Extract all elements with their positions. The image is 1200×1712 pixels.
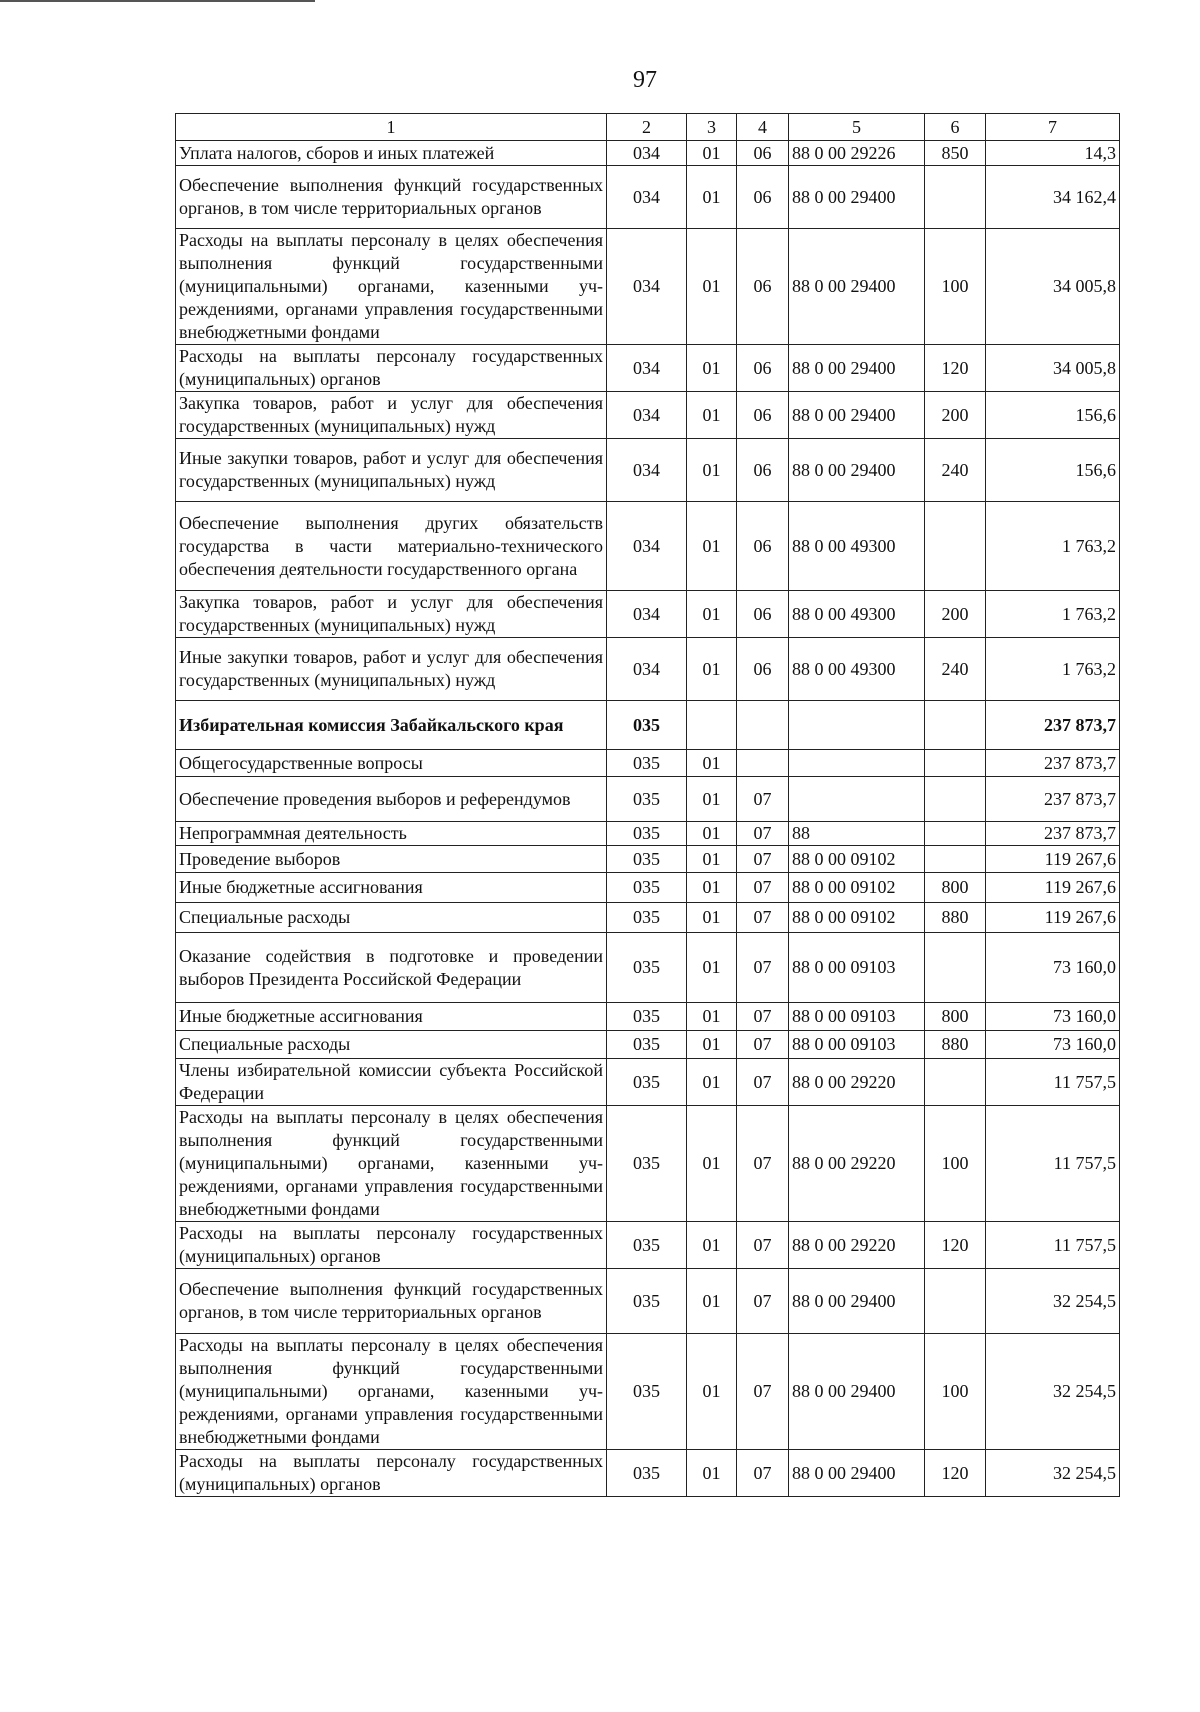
row-expense-type-code: 850 xyxy=(925,141,986,166)
row-description: Обеспечение выполнения других обязательств государства в части материально-технического обеспечения деятельности государственного органа xyxy=(176,502,607,591)
table-row xyxy=(176,166,1120,229)
row-section-code: 01 xyxy=(687,1334,737,1450)
header-cell-3: 3 xyxy=(687,114,737,141)
page-number: 97 xyxy=(633,67,657,93)
row-amount: 156,6 xyxy=(986,439,1120,502)
row-expense-type-code: 100 xyxy=(925,1106,986,1222)
row-expense-type-code xyxy=(925,777,986,822)
row-section-code: 01 xyxy=(687,345,737,392)
row-target-article-code: 88 0 00 29400 xyxy=(789,392,925,439)
row-section-code: 01 xyxy=(687,1269,737,1334)
row-expense-type-code: 800 xyxy=(925,873,986,903)
row-subsection-code: 07 xyxy=(737,903,789,933)
row-chapter-code: 035 xyxy=(607,750,687,777)
row-section-code: 01 xyxy=(687,166,737,229)
row-chapter-code: 035 xyxy=(607,873,687,903)
row-expense-type-code: 240 xyxy=(925,439,986,502)
row-section-code: 01 xyxy=(687,777,737,822)
row-section-code: 01 xyxy=(687,1059,737,1106)
row-description: Иные бюджетные ассигнования xyxy=(176,873,607,903)
row-section-code: 01 xyxy=(687,1222,737,1269)
row-target-article-code: 88 0 00 29400 xyxy=(789,1450,925,1497)
row-description: Оказание содействия в подготовке и проведении выборов Президента Российской Федерации xyxy=(176,933,607,1003)
row-chapter-code: 035 xyxy=(607,1222,687,1269)
table-header-row xyxy=(176,114,1120,141)
row-subsection-code: 07 xyxy=(737,1222,789,1269)
row-description: Специальные расходы xyxy=(176,903,607,933)
row-target-article-code: 88 0 00 29220 xyxy=(789,1059,925,1106)
row-amount: 34 162,4 xyxy=(986,166,1120,229)
row-target-article-code: 88 0 00 09103 xyxy=(789,1031,925,1059)
row-section-code: 01 xyxy=(687,1031,737,1059)
row-section-code: 01 xyxy=(687,903,737,933)
table-row xyxy=(176,591,1120,638)
row-target-article-code: 88 0 00 29220 xyxy=(789,1106,925,1222)
row-amount: 73 160,0 xyxy=(986,933,1120,1003)
row-expense-type-code: 880 xyxy=(925,1031,986,1059)
row-target-article-code: 88 0 00 29400 xyxy=(789,345,925,392)
row-section-code: 01 xyxy=(687,439,737,502)
row-description: Члены избирательной комиссии субъекта Российской Федерации xyxy=(176,1059,607,1106)
row-amount: 1 763,2 xyxy=(986,591,1120,638)
table-row xyxy=(176,1269,1120,1334)
row-expense-type-code: 800 xyxy=(925,1003,986,1031)
row-description: Расходы на выплаты персоналу в целях обеспечения выполнения функций государственными (муниципальными) органами, казенными учреждениями, органами управления государственными внебюджетными фондами xyxy=(176,1334,607,1450)
row-target-article-code: 88 0 00 09102 xyxy=(789,903,925,933)
row-subsection-code: 07 xyxy=(737,822,789,846)
row-amount: 119 267,6 xyxy=(986,903,1120,933)
row-description: Проведение выборов xyxy=(176,846,607,873)
table-row xyxy=(176,1059,1120,1106)
row-amount: 237 873,7 xyxy=(986,822,1120,846)
row-subsection-code: 06 xyxy=(737,591,789,638)
row-amount: 156,6 xyxy=(986,392,1120,439)
row-amount: 119 267,6 xyxy=(986,873,1120,903)
row-description: Расходы на выплаты персоналу государственных (муниципальных) органов xyxy=(176,345,607,392)
row-description: Уплата налогов, сборов и иных платежей xyxy=(176,141,607,166)
header-cell-6: 6 xyxy=(925,114,986,141)
row-amount: 1 763,2 xyxy=(986,638,1120,701)
row-amount: 119 267,6 xyxy=(986,846,1120,873)
header-cell-7: 7 xyxy=(986,114,1120,141)
row-subsection-code: 06 xyxy=(737,345,789,392)
row-target-article-code: 88 xyxy=(789,822,925,846)
row-subsection-code: 07 xyxy=(737,1003,789,1031)
table-row xyxy=(176,392,1120,439)
row-description: Иные закупки товаров, работ и услуг для обеспечения государственных (муниципальных) нужд xyxy=(176,439,607,502)
row-description: Специальные расходы xyxy=(176,1031,607,1059)
table-row xyxy=(176,229,1120,345)
row-target-article-code: 88 0 00 49300 xyxy=(789,638,925,701)
row-amount: 32 254,5 xyxy=(986,1269,1120,1334)
row-amount: 11 757,5 xyxy=(986,1059,1120,1106)
table-row xyxy=(176,903,1120,933)
row-target-article-code: 88 0 00 29220 xyxy=(789,1222,925,1269)
row-description: Закупка товаров, работ и услуг для обеспечения государственных (муниципальных) нужд xyxy=(176,392,607,439)
row-expense-type-code: 200 xyxy=(925,591,986,638)
header-cell-4: 4 xyxy=(737,114,789,141)
row-amount: 237 873,7 xyxy=(986,701,1120,750)
row-amount: 32 254,5 xyxy=(986,1334,1120,1450)
row-section-code: 01 xyxy=(687,750,737,777)
row-amount: 34 005,8 xyxy=(986,229,1120,345)
table-row xyxy=(176,1334,1120,1450)
row-chapter-code: 035 xyxy=(607,846,687,873)
row-description: Закупка товаров, работ и услуг для обеспечения государственных (муниципальных) нужд xyxy=(176,591,607,638)
row-expense-type-code: 120 xyxy=(925,345,986,392)
row-chapter-code: 035 xyxy=(607,1003,687,1031)
row-description: Обеспечение выполнения функций государственных органов, в том числе территориальных органов xyxy=(176,166,607,229)
row-chapter-code: 034 xyxy=(607,166,687,229)
row-expense-type-code: 200 xyxy=(925,392,986,439)
row-chapter-code: 035 xyxy=(607,701,687,750)
header-cell-1: 1 xyxy=(176,114,607,141)
row-section-code: 01 xyxy=(687,229,737,345)
row-description: Обеспечение проведения выборов и референдумов xyxy=(176,777,607,822)
row-chapter-code: 035 xyxy=(607,1031,687,1059)
row-chapter-code: 035 xyxy=(607,933,687,1003)
row-description: Расходы на выплаты персоналу в целях обеспечения выполнения функций государственными (муниципальными) органами, казенными учреждениями, органами управления государственными внебюджетными фондами xyxy=(176,229,607,345)
row-description: Иные бюджетные ассигнования xyxy=(176,1003,607,1031)
row-section-code: 01 xyxy=(687,846,737,873)
row-section-code: 01 xyxy=(687,1003,737,1031)
row-chapter-code: 034 xyxy=(607,439,687,502)
row-amount: 11 757,5 xyxy=(986,1106,1120,1222)
row-amount: 237 873,7 xyxy=(986,750,1120,777)
row-description: Избирательная комиссия Забайкальского края xyxy=(176,701,607,750)
row-amount: 73 160,0 xyxy=(986,1003,1120,1031)
table-row xyxy=(176,1222,1120,1269)
top-scan-rule xyxy=(0,0,315,2)
row-expense-type-code: 240 xyxy=(925,638,986,701)
table-row xyxy=(176,701,1120,750)
row-subsection-code: 06 xyxy=(737,439,789,502)
row-chapter-code: 035 xyxy=(607,1450,687,1497)
row-description: Непрограммная деятельность xyxy=(176,822,607,846)
row-section-code: 01 xyxy=(687,933,737,1003)
row-description: Общегосударственные вопросы xyxy=(176,750,607,777)
table-row xyxy=(176,750,1120,777)
row-subsection-code: 06 xyxy=(737,502,789,591)
row-section-code: 01 xyxy=(687,1450,737,1497)
row-chapter-code: 035 xyxy=(607,1334,687,1450)
row-target-article-code xyxy=(789,750,925,777)
row-chapter-code: 034 xyxy=(607,345,687,392)
row-description: Обеспечение выполнения функций государственных органов, в том числе территориальных органов xyxy=(176,1269,607,1334)
row-subsection-code: 06 xyxy=(737,166,789,229)
row-chapter-code: 035 xyxy=(607,1269,687,1334)
budget-table xyxy=(175,113,1120,1497)
row-subsection-code: 07 xyxy=(737,933,789,1003)
row-expense-type-code: 100 xyxy=(925,1334,986,1450)
table-row xyxy=(176,638,1120,701)
row-section-code: 01 xyxy=(687,1106,737,1222)
row-subsection-code: 06 xyxy=(737,638,789,701)
row-section-code: 01 xyxy=(687,822,737,846)
row-amount: 14,3 xyxy=(986,141,1120,166)
row-target-article-code: 88 0 00 29400 xyxy=(789,1269,925,1334)
row-section-code: 01 xyxy=(687,638,737,701)
row-chapter-code: 034 xyxy=(607,502,687,591)
row-target-article-code xyxy=(789,777,925,822)
row-target-article-code: 88 0 00 29400 xyxy=(789,1334,925,1450)
header-cell-5: 5 xyxy=(789,114,925,141)
row-expense-type-code xyxy=(925,750,986,777)
row-target-article-code: 88 0 00 49300 xyxy=(789,591,925,638)
row-chapter-code: 035 xyxy=(607,1106,687,1222)
row-target-article-code: 88 0 00 29400 xyxy=(789,439,925,502)
row-amount: 237 873,7 xyxy=(986,777,1120,822)
row-section-code xyxy=(687,701,737,750)
row-chapter-code: 035 xyxy=(607,777,687,822)
row-subsection-code: 07 xyxy=(737,1269,789,1334)
row-expense-type-code xyxy=(925,846,986,873)
row-section-code: 01 xyxy=(687,591,737,638)
table-row xyxy=(176,1031,1120,1059)
table-row xyxy=(176,502,1120,591)
table-row xyxy=(176,141,1120,166)
row-chapter-code: 035 xyxy=(607,1059,687,1106)
row-subsection-code xyxy=(737,750,789,777)
row-expense-type-code xyxy=(925,822,986,846)
row-amount: 34 005,8 xyxy=(986,345,1120,392)
row-chapter-code: 034 xyxy=(607,392,687,439)
row-expense-type-code: 100 xyxy=(925,229,986,345)
row-subsection-code: 06 xyxy=(737,229,789,345)
table-row xyxy=(176,846,1120,873)
row-subsection-code: 07 xyxy=(737,1059,789,1106)
table-row xyxy=(176,873,1120,903)
row-description: Расходы на выплаты персоналу в целях обеспечения выполнения функций государственными (муниципальными) органами, казенными учреждениями, органами управления государственными внебюджетными фондами xyxy=(176,1106,607,1222)
row-description: Расходы на выплаты персоналу государственных (муниципальных) органов xyxy=(176,1450,607,1497)
table-row xyxy=(176,822,1120,846)
row-expense-type-code xyxy=(925,1269,986,1334)
table-row xyxy=(176,933,1120,1003)
row-expense-type-code: 120 xyxy=(925,1222,986,1269)
table-row xyxy=(176,345,1120,392)
row-target-article-code: 88 0 00 29226 xyxy=(789,141,925,166)
row-amount: 1 763,2 xyxy=(986,502,1120,591)
row-chapter-code: 035 xyxy=(607,903,687,933)
row-expense-type-code xyxy=(925,1059,986,1106)
row-subsection-code: 07 xyxy=(737,1031,789,1059)
table-row xyxy=(176,1450,1120,1497)
row-expense-type-code: 880 xyxy=(925,903,986,933)
row-target-article-code: 88 0 00 09103 xyxy=(789,933,925,1003)
row-amount: 73 160,0 xyxy=(986,1031,1120,1059)
row-subsection-code: 07 xyxy=(737,846,789,873)
row-subsection-code: 06 xyxy=(737,392,789,439)
row-target-article-code: 88 0 00 49300 xyxy=(789,502,925,591)
table-row xyxy=(176,777,1120,822)
row-subsection-code: 06 xyxy=(737,141,789,166)
row-target-article-code: 88 0 00 09102 xyxy=(789,873,925,903)
row-target-article-code xyxy=(789,701,925,750)
row-expense-type-code: 120 xyxy=(925,1450,986,1497)
row-subsection-code: 07 xyxy=(737,1450,789,1497)
row-description: Иные закупки товаров, работ и услуг для обеспечения государственных (муниципальных) нужд xyxy=(176,638,607,701)
row-expense-type-code xyxy=(925,933,986,1003)
row-chapter-code: 034 xyxy=(607,591,687,638)
row-section-code: 01 xyxy=(687,502,737,591)
row-section-code: 01 xyxy=(687,873,737,903)
table-row xyxy=(176,1003,1120,1031)
row-subsection-code: 07 xyxy=(737,873,789,903)
row-chapter-code: 034 xyxy=(607,141,687,166)
row-expense-type-code xyxy=(925,166,986,229)
row-chapter-code: 034 xyxy=(607,638,687,701)
row-chapter-code: 034 xyxy=(607,229,687,345)
header-cell-2: 2 xyxy=(607,114,687,141)
row-description: Расходы на выплаты персоналу государственных (муниципальных) органов xyxy=(176,1222,607,1269)
row-chapter-code: 035 xyxy=(607,822,687,846)
table-row xyxy=(176,1106,1120,1222)
row-target-article-code: 88 0 00 09103 xyxy=(789,1003,925,1031)
row-section-code: 01 xyxy=(687,392,737,439)
row-target-article-code: 88 0 00 29400 xyxy=(789,166,925,229)
row-target-article-code: 88 0 00 09102 xyxy=(789,846,925,873)
row-subsection-code: 07 xyxy=(737,1106,789,1222)
row-section-code: 01 xyxy=(687,141,737,166)
row-target-article-code: 88 0 00 29400 xyxy=(789,229,925,345)
row-subsection-code: 07 xyxy=(737,1334,789,1450)
row-subsection-code: 07 xyxy=(737,777,789,822)
table-row xyxy=(176,439,1120,502)
row-expense-type-code xyxy=(925,502,986,591)
row-subsection-code xyxy=(737,701,789,750)
row-expense-type-code xyxy=(925,701,986,750)
row-amount: 32 254,5 xyxy=(986,1450,1120,1497)
row-amount: 11 757,5 xyxy=(986,1222,1120,1269)
